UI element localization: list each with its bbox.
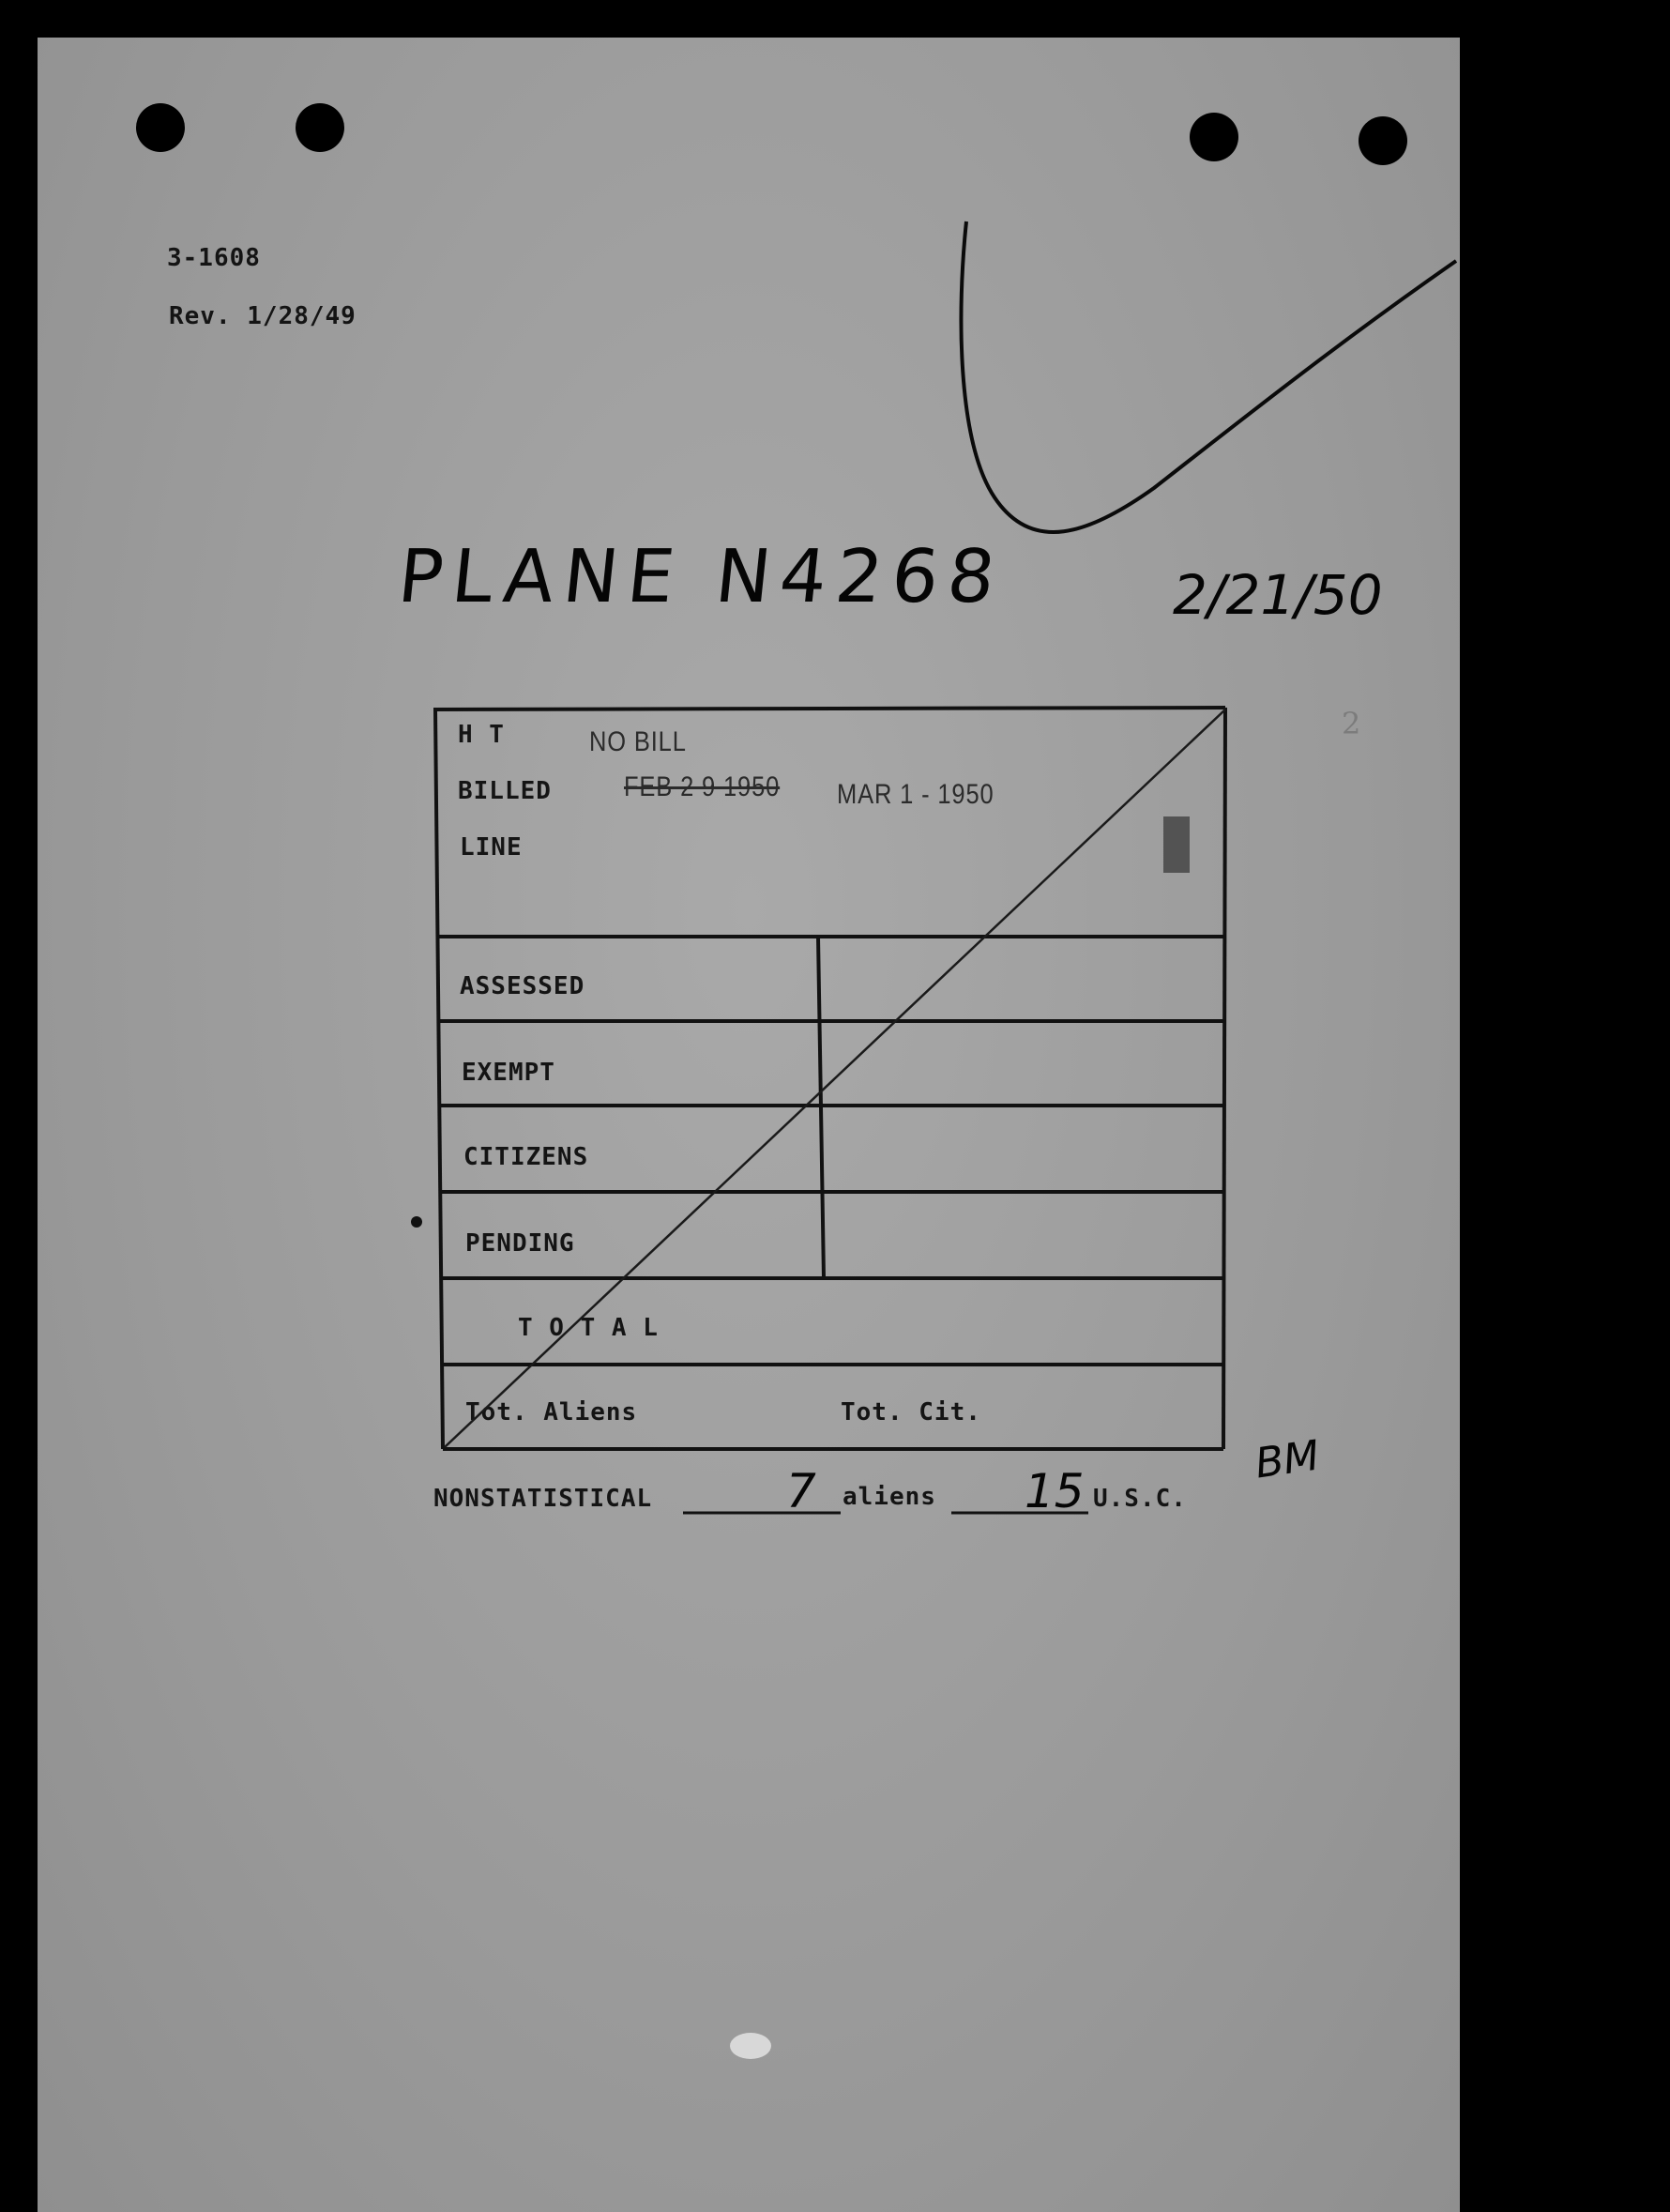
form-revision: Rev. 1/28/49 (169, 302, 357, 330)
handwritten-date: 2/21/50 (1173, 563, 1383, 627)
check-mark (961, 221, 1456, 532)
total-label: T O T A L (518, 1314, 659, 1342)
billed-stamp-struck: FEB 2 9 1950 (624, 771, 781, 802)
row-assessed: ASSESSED (460, 972, 585, 1000)
cancel-slash (445, 709, 1225, 1447)
usc-count: 15 (1025, 1464, 1085, 1518)
row-pending: PENDING (465, 1229, 575, 1258)
initials: BM (1252, 1431, 1323, 1488)
aliens-label: aliens (843, 1483, 936, 1511)
tot-aliens-label: Tot. Aliens (465, 1398, 638, 1426)
row-citizens: CITIZENS (463, 1143, 589, 1171)
ht-stamp: NO BILL (589, 726, 687, 757)
aliens-count: 7 (786, 1464, 816, 1518)
row-exempt: EXEMPT (462, 1059, 555, 1087)
line-label: LINE (460, 833, 523, 862)
plane-number: PLANE N4268 (394, 535, 1009, 619)
form-number: 3-1608 (167, 244, 261, 272)
ht-label: H T (458, 721, 505, 749)
page-mark: 2 (1342, 706, 1361, 741)
billed-label: BILLED (458, 777, 552, 805)
tot-cit-label: Tot. Cit. (841, 1398, 981, 1426)
nonstatistical-label: NONSTATISTICAL (433, 1485, 653, 1513)
billed-stamp: MAR 1 - 1950 (837, 779, 994, 810)
usc-label: U.S.C. (1093, 1485, 1187, 1513)
